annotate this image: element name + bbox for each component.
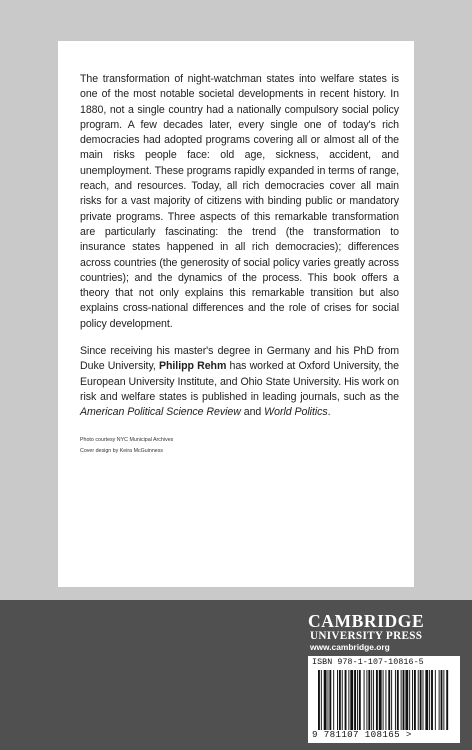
barcode-bar [348, 670, 349, 730]
author-bio-paragraph [80, 344, 399, 420]
barcode-bar [371, 670, 372, 730]
publisher-logo [308, 612, 466, 653]
barcode-bar [425, 670, 428, 730]
barcode-bar [359, 670, 361, 730]
barcode-bar [321, 670, 322, 730]
cover-credits [80, 435, 399, 457]
barcode-bar [333, 670, 334, 730]
barcode-bar [412, 670, 413, 730]
barcode-bar [329, 670, 331, 730]
barcode-bar [441, 670, 443, 730]
barcode-bar [391, 670, 392, 730]
barcode-bar [324, 670, 327, 730]
publisher-name: CAMBRIDGE [308, 611, 425, 631]
journal-title-1: American Political Science Review [80, 406, 241, 419]
journal-title-2: World Politics [264, 406, 328, 419]
photo-credit: Photo courtesy NYC Municipal Archives [80, 436, 174, 443]
publisher-url[interactable]: www.cambridge.org [310, 642, 390, 652]
barcode-bar [439, 670, 440, 730]
barcode-bar [318, 670, 320, 730]
barcode-bar [405, 670, 408, 730]
barcode-bar [420, 670, 422, 730]
barcode-bar [446, 670, 448, 730]
barcode-bar [379, 670, 382, 730]
isbn-barcode [308, 656, 460, 743]
barcode-bar [443, 670, 444, 730]
barcode-bar [423, 670, 424, 730]
back-cover-footer [0, 600, 472, 750]
barcode-bar [409, 670, 410, 730]
description-paragraph: The transformation of night-watchman states into welfare states is one of the most notable societal developments in recent history. In 1880, not a single country had a nationally compulsory social policy program. A few decades later, every single one of today's rich democracies had adopted programs covering all or almost all of the main risks people face: old age, sickness, accident, and unemployment. These programs rapidly expanded in terms of range, reach, and resources. Today, all rich democracies cover all main risks for a vast majority of citizens with binding public or mandatory private programs. Three aspects of this remarkable transformation are particularly fascinating: the trend (the transformation to insurance states happened in all rich democracies); differences across countries (the generosity of social policy varies greatly across countries); and the dynamics of the process. This book offers a theory that not only explains this remarkable transition but also explains cross-national differences and the role of crises for social policy development. [80, 73, 399, 330]
barcode-bar [403, 670, 405, 730]
design-credit: Cover design by Keira McGuinness [80, 447, 164, 454]
barcode-bar [388, 670, 390, 730]
barcode-bar [385, 670, 386, 730]
barcode-bar [376, 670, 378, 730]
barcode-bar [429, 670, 430, 730]
bio-text-middle: has worked at Oxford University, the European University Institute, and Ohio State University. His work on risk and welfare states is published in leading journals, such as the [80, 360, 399, 403]
barcode-bar [364, 670, 365, 730]
barcode-bar [395, 670, 396, 730]
author-name: Philipp Rehm [158, 360, 227, 373]
publisher-subname: UNIVERSITY PRESS [310, 630, 423, 642]
barcode-bar [357, 670, 358, 730]
barcode-bar [366, 670, 367, 730]
barcode-bar [401, 670, 402, 730]
barcode-bar [354, 670, 356, 730]
barcode-bar [345, 670, 347, 730]
isbn-label: ISBN 978-1-107-10816-5 [312, 658, 424, 667]
barcode-bar [397, 670, 399, 730]
barcode-bar [342, 670, 343, 730]
bio-text-start: Since receiving his master's degree in Germany and his PhD from Duke University, [80, 345, 399, 373]
barcode-bar [339, 670, 341, 730]
bio-text-and: and [240, 406, 265, 419]
barcode-bar [435, 670, 436, 730]
isbn-digits: 9 781107 108165 > [312, 729, 412, 740]
barcode-bar [373, 670, 374, 730]
barcode-bar [337, 670, 338, 730]
barcode-bar [414, 670, 416, 730]
bio-text-end: . [327, 406, 331, 419]
barcode-bar [350, 670, 353, 730]
blurb-panel [58, 41, 414, 587]
barcode-bar [431, 670, 433, 730]
barcode-bars [312, 670, 456, 730]
barcode-bar [418, 670, 419, 730]
barcode-bar [368, 670, 370, 730]
barcode-bar [383, 670, 384, 730]
barcode-bar [328, 670, 329, 730]
